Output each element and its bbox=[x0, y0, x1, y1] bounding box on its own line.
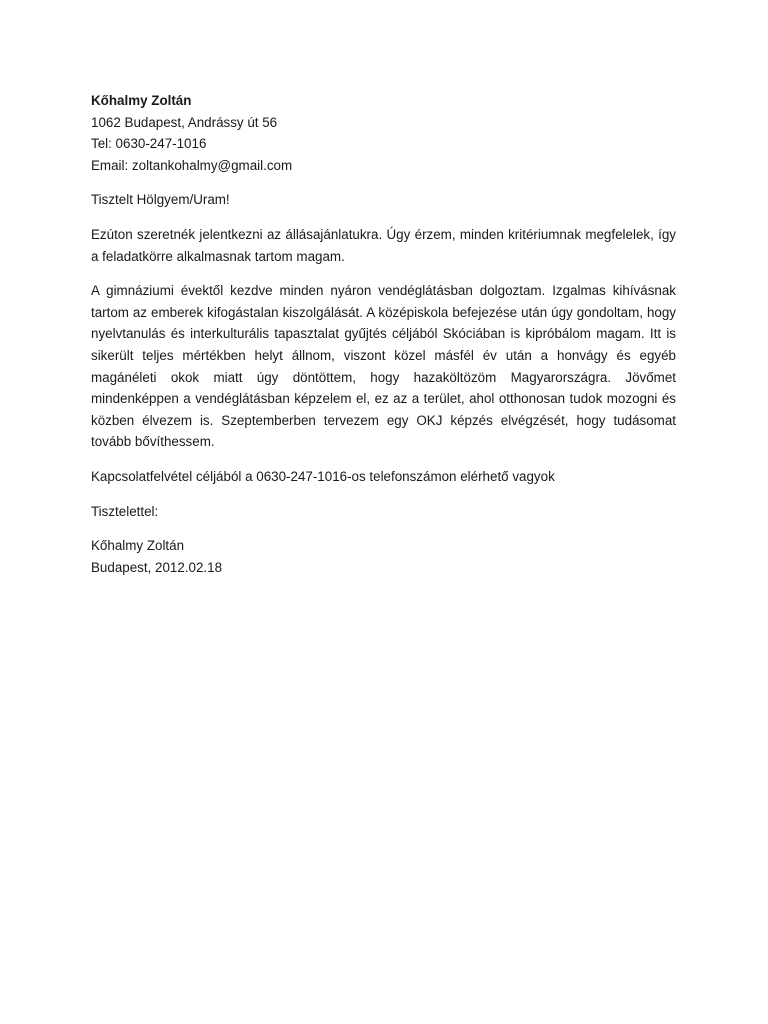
sender-block bbox=[91, 90, 676, 176]
place-date: Budapest, 2012.02.18 bbox=[91, 559, 223, 575]
paragraph-intro: Ezúton szeretnék jelentkezni az állásajánlatukra. Úgy érzem, minden kritériumnak megfelelek, így a feladatkörre alkalmasnak tartom magam. bbox=[91, 226, 676, 264]
contact-line: Kapcsolatfelvétel céljából a 0630-247-1016-os telefonszámon elérhető vagyok bbox=[91, 468, 555, 484]
paragraph-experience: A gimnáziumi évektől kezdve minden nyáron vendéglátásban dolgoztam. Izgalmas kihívásnak tartom az emberek kifogástalan kiszolgálását. A középiskola befejezése után úgy gondoltam, hogy nyelvtanulás és interkulturális tapasztalat gyűjtés céljából Skóciában is kipróbálom magam. Itt is sikerült teljes mértékben helyt állnom, viszont közel másfél év után a honvágy és egyéb magánéleti okok miatt úgy döntöttem, hogy hazaköltözöm Magyarországra. Jövőmet mindenképpen a vendéglátásban képzelem el, ez az a terület, ahol otthonosan tudok mozogni és közben élvezem is. Szeptemberben tervezem egy OKJ képzés elvégzését, hogy tudásomat tovább bővíthessem. bbox=[91, 283, 676, 450]
salutation: Tisztelt Hölgyem/Uram! bbox=[91, 192, 230, 208]
closing-block bbox=[91, 535, 676, 578]
regards: Tisztelettel: bbox=[91, 503, 159, 519]
signature-name: Kőhalmy Zoltán bbox=[91, 538, 185, 554]
sender-address: 1062 Budapest, Andrássy út 56 bbox=[91, 114, 278, 130]
sender-email: Email: zoltankohalmy@gmail.com bbox=[91, 157, 293, 173]
letter-body bbox=[91, 90, 676, 578]
sender-phone: Tel: 0630-247-1016 bbox=[91, 136, 207, 152]
sender-name: Kőhalmy Zoltán bbox=[91, 93, 192, 108]
